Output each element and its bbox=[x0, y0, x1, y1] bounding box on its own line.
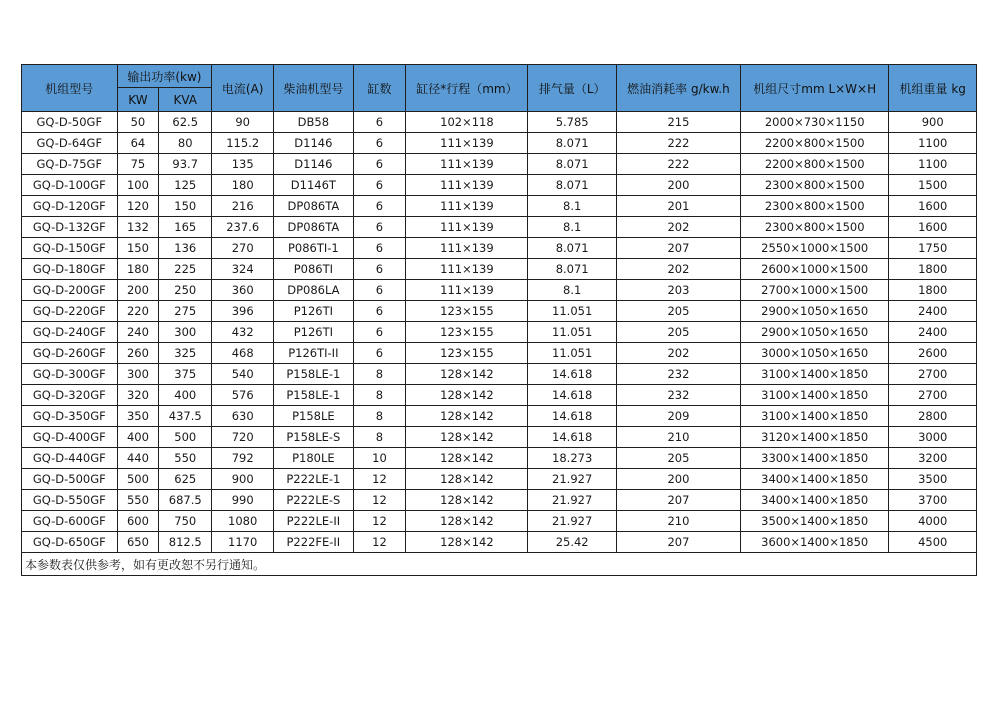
cell-fuel-consumption: 222 bbox=[616, 154, 740, 175]
cell-cylinders: 6 bbox=[353, 301, 406, 322]
cell-dimensions: 2300×800×1500 bbox=[740, 196, 888, 217]
cell-kw: 320 bbox=[117, 385, 159, 406]
col-header-kw: KW bbox=[117, 88, 159, 112]
cell-kva: 437.5 bbox=[159, 406, 212, 427]
cell-fuel-consumption: 222 bbox=[616, 133, 740, 154]
cell-dimensions: 2600×1000×1500 bbox=[740, 259, 888, 280]
cell-fuel-consumption: 232 bbox=[616, 364, 740, 385]
cell-cylinders: 12 bbox=[353, 511, 406, 532]
cell-weight: 900 bbox=[889, 112, 977, 133]
cell-cylinders: 6 bbox=[353, 196, 406, 217]
cell-bore-stroke: 111×139 bbox=[406, 238, 528, 259]
cell-weight: 3700 bbox=[889, 490, 977, 511]
cell-displacement: 8.071 bbox=[528, 259, 616, 280]
table-row bbox=[22, 154, 977, 175]
cell-displacement: 18.273 bbox=[528, 448, 616, 469]
col-header-kva: KVA bbox=[159, 88, 212, 112]
cell-engine-model: DP086LA bbox=[274, 280, 353, 301]
cell-model: GQ-D-600GF bbox=[22, 511, 118, 532]
cell-engine-model: P126TI bbox=[274, 322, 353, 343]
table-row bbox=[22, 343, 977, 364]
cell-dimensions: 2300×800×1500 bbox=[740, 217, 888, 238]
cell-bore-stroke: 128×142 bbox=[406, 385, 528, 406]
cell-dimensions: 3000×1050×1650 bbox=[740, 343, 888, 364]
cell-kw: 240 bbox=[117, 322, 159, 343]
table-row bbox=[22, 259, 977, 280]
cell-bore-stroke: 111×139 bbox=[406, 259, 528, 280]
cell-bore-stroke: 123×155 bbox=[406, 343, 528, 364]
table-row bbox=[22, 490, 977, 511]
cell-weight: 1600 bbox=[889, 217, 977, 238]
cell-weight: 1800 bbox=[889, 259, 977, 280]
cell-current: 720 bbox=[212, 427, 274, 448]
cell-kw: 100 bbox=[117, 175, 159, 196]
cell-engine-model: DB58 bbox=[274, 112, 353, 133]
cell-dimensions: 2900×1050×1650 bbox=[740, 322, 888, 343]
cell-dimensions: 3400×1400×1850 bbox=[740, 469, 888, 490]
cell-model: GQ-D-440GF bbox=[22, 448, 118, 469]
col-header-weight: 机组重量 kg bbox=[889, 65, 977, 112]
cell-bore-stroke: 128×142 bbox=[406, 406, 528, 427]
cell-displacement: 8.071 bbox=[528, 175, 616, 196]
cell-kva: 550 bbox=[159, 448, 212, 469]
cell-kva: 812.5 bbox=[159, 532, 212, 553]
cell-kw: 260 bbox=[117, 343, 159, 364]
cell-kva: 225 bbox=[159, 259, 212, 280]
cell-fuel-consumption: 209 bbox=[616, 406, 740, 427]
spec-table bbox=[21, 64, 977, 576]
cell-current: 115.2 bbox=[212, 133, 274, 154]
table-row bbox=[22, 175, 977, 196]
table-row bbox=[22, 469, 977, 490]
cell-fuel-consumption: 207 bbox=[616, 532, 740, 553]
table-row bbox=[22, 322, 977, 343]
cell-current: 468 bbox=[212, 343, 274, 364]
cell-cylinders: 8 bbox=[353, 406, 406, 427]
cell-current: 900 bbox=[212, 469, 274, 490]
table-row bbox=[22, 448, 977, 469]
cell-engine-model: P222LE-1 bbox=[274, 469, 353, 490]
table-row bbox=[22, 364, 977, 385]
cell-cylinders: 6 bbox=[353, 154, 406, 175]
cell-engine-model: P222FE-II bbox=[274, 532, 353, 553]
cell-current: 1170 bbox=[212, 532, 274, 553]
cell-displacement: 8.1 bbox=[528, 217, 616, 238]
cell-weight: 1750 bbox=[889, 238, 977, 259]
cell-weight: 1500 bbox=[889, 175, 977, 196]
cell-displacement: 11.051 bbox=[528, 301, 616, 322]
cell-bore-stroke: 111×139 bbox=[406, 154, 528, 175]
cell-weight: 1100 bbox=[889, 133, 977, 154]
cell-kva: 375 bbox=[159, 364, 212, 385]
cell-engine-model: P086TI bbox=[274, 259, 353, 280]
cell-fuel-consumption: 201 bbox=[616, 196, 740, 217]
cell-kw: 440 bbox=[117, 448, 159, 469]
cell-model: GQ-D-120GF bbox=[22, 196, 118, 217]
cell-engine-model: P158LE-1 bbox=[274, 364, 353, 385]
cell-kw: 120 bbox=[117, 196, 159, 217]
cell-model: GQ-D-50GF bbox=[22, 112, 118, 133]
cell-cylinders: 6 bbox=[353, 280, 406, 301]
cell-dimensions: 3120×1400×1850 bbox=[740, 427, 888, 448]
table-row bbox=[22, 385, 977, 406]
cell-dimensions: 3100×1400×1850 bbox=[740, 385, 888, 406]
cell-engine-model: P158LE bbox=[274, 406, 353, 427]
cell-kva: 275 bbox=[159, 301, 212, 322]
cell-kva: 93.7 bbox=[159, 154, 212, 175]
cell-cylinders: 6 bbox=[353, 175, 406, 196]
table-row bbox=[22, 238, 977, 259]
cell-current: 135 bbox=[212, 154, 274, 175]
cell-cylinders: 6 bbox=[353, 343, 406, 364]
cell-model: GQ-D-650GF bbox=[22, 532, 118, 553]
table-row bbox=[22, 532, 977, 553]
cell-current: 216 bbox=[212, 196, 274, 217]
cell-engine-model: D1146T bbox=[274, 175, 353, 196]
cell-bore-stroke: 128×142 bbox=[406, 490, 528, 511]
cell-cylinders: 6 bbox=[353, 217, 406, 238]
cell-fuel-consumption: 215 bbox=[616, 112, 740, 133]
col-header-engine-model: 柴油机型号 bbox=[274, 65, 353, 112]
cell-bore-stroke: 128×142 bbox=[406, 448, 528, 469]
cell-kva: 80 bbox=[159, 133, 212, 154]
cell-fuel-consumption: 202 bbox=[616, 343, 740, 364]
cell-fuel-consumption: 232 bbox=[616, 385, 740, 406]
cell-bore-stroke: 128×142 bbox=[406, 469, 528, 490]
cell-kw: 600 bbox=[117, 511, 159, 532]
cell-kva: 165 bbox=[159, 217, 212, 238]
table-row bbox=[22, 112, 977, 133]
cell-kw: 500 bbox=[117, 469, 159, 490]
cell-current: 432 bbox=[212, 322, 274, 343]
cell-kva: 300 bbox=[159, 322, 212, 343]
cell-model: GQ-D-180GF bbox=[22, 259, 118, 280]
cell-kw: 550 bbox=[117, 490, 159, 511]
cell-bore-stroke: 128×142 bbox=[406, 532, 528, 553]
cell-bore-stroke: 128×142 bbox=[406, 511, 528, 532]
cell-displacement: 21.927 bbox=[528, 511, 616, 532]
cell-displacement: 8.1 bbox=[528, 280, 616, 301]
cell-bore-stroke: 123×155 bbox=[406, 322, 528, 343]
cell-kw: 220 bbox=[117, 301, 159, 322]
cell-fuel-consumption: 203 bbox=[616, 280, 740, 301]
cell-model: GQ-D-240GF bbox=[22, 322, 118, 343]
cell-cylinders: 6 bbox=[353, 238, 406, 259]
cell-kva: 125 bbox=[159, 175, 212, 196]
cell-dimensions: 2200×800×1500 bbox=[740, 133, 888, 154]
table-row bbox=[22, 511, 977, 532]
cell-current: 1080 bbox=[212, 511, 274, 532]
table-header bbox=[22, 65, 977, 112]
cell-dimensions: 3500×1400×1850 bbox=[740, 511, 888, 532]
cell-kva: 325 bbox=[159, 343, 212, 364]
cell-kva: 750 bbox=[159, 511, 212, 532]
cell-kw: 50 bbox=[117, 112, 159, 133]
cell-cylinders: 12 bbox=[353, 490, 406, 511]
cell-displacement: 14.618 bbox=[528, 406, 616, 427]
cell-weight: 3500 bbox=[889, 469, 977, 490]
cell-model: GQ-D-200GF bbox=[22, 280, 118, 301]
cell-dimensions: 3100×1400×1850 bbox=[740, 364, 888, 385]
col-header-dimensions: 机组尺寸mm L×W×H bbox=[740, 65, 888, 112]
cell-weight: 1100 bbox=[889, 154, 977, 175]
cell-displacement: 11.051 bbox=[528, 322, 616, 343]
cell-weight: 4500 bbox=[889, 532, 977, 553]
cell-weight: 2700 bbox=[889, 385, 977, 406]
cell-dimensions: 2200×800×1500 bbox=[740, 154, 888, 175]
cell-engine-model: P180LE bbox=[274, 448, 353, 469]
cell-model: GQ-D-400GF bbox=[22, 427, 118, 448]
cell-current: 792 bbox=[212, 448, 274, 469]
cell-bore-stroke: 111×139 bbox=[406, 196, 528, 217]
cell-model: GQ-D-64GF bbox=[22, 133, 118, 154]
cell-kva: 250 bbox=[159, 280, 212, 301]
cell-engine-model: DP086TA bbox=[274, 196, 353, 217]
cell-cylinders: 8 bbox=[353, 427, 406, 448]
cell-kw: 400 bbox=[117, 427, 159, 448]
cell-model: GQ-D-132GF bbox=[22, 217, 118, 238]
cell-kw: 200 bbox=[117, 280, 159, 301]
cell-dimensions: 2550×1000×1500 bbox=[740, 238, 888, 259]
cell-model: GQ-D-75GF bbox=[22, 154, 118, 175]
cell-kva: 400 bbox=[159, 385, 212, 406]
cell-bore-stroke: 128×142 bbox=[406, 364, 528, 385]
cell-engine-model: P158LE-S bbox=[274, 427, 353, 448]
col-header-current: 电流(A) bbox=[212, 65, 274, 112]
cell-displacement: 5.785 bbox=[528, 112, 616, 133]
cell-current: 237.6 bbox=[212, 217, 274, 238]
cell-engine-model: P158LE-1 bbox=[274, 385, 353, 406]
col-header-fuel-consumption: 燃油消耗率 g/kw.h bbox=[616, 65, 740, 112]
cell-model: GQ-D-150GF bbox=[22, 238, 118, 259]
cell-displacement: 14.618 bbox=[528, 427, 616, 448]
cell-kw: 300 bbox=[117, 364, 159, 385]
cell-bore-stroke: 128×142 bbox=[406, 427, 528, 448]
cell-cylinders: 8 bbox=[353, 385, 406, 406]
cell-displacement: 8.071 bbox=[528, 154, 616, 175]
cell-model: GQ-D-220GF bbox=[22, 301, 118, 322]
table-row bbox=[22, 280, 977, 301]
cell-bore-stroke: 111×139 bbox=[406, 280, 528, 301]
cell-weight: 2400 bbox=[889, 301, 977, 322]
cell-fuel-consumption: 207 bbox=[616, 490, 740, 511]
cell-current: 90 bbox=[212, 112, 274, 133]
cell-model: GQ-D-100GF bbox=[22, 175, 118, 196]
cell-cylinders: 6 bbox=[353, 259, 406, 280]
col-header-bore-stroke: 缸径*行程（mm） bbox=[406, 65, 528, 112]
table-row bbox=[22, 217, 977, 238]
cell-bore-stroke: 111×139 bbox=[406, 175, 528, 196]
cell-weight: 2600 bbox=[889, 343, 977, 364]
cell-dimensions: 2000×730×1150 bbox=[740, 112, 888, 133]
cell-fuel-consumption: 205 bbox=[616, 301, 740, 322]
cell-cylinders: 10 bbox=[353, 448, 406, 469]
cell-displacement: 25.42 bbox=[528, 532, 616, 553]
table-row bbox=[22, 301, 977, 322]
cell-engine-model: P126TI bbox=[274, 301, 353, 322]
table-row bbox=[22, 406, 977, 427]
cell-fuel-consumption: 200 bbox=[616, 469, 740, 490]
cell-engine-model: P086TI-1 bbox=[274, 238, 353, 259]
table-row bbox=[22, 196, 977, 217]
cell-cylinders: 6 bbox=[353, 322, 406, 343]
cell-cylinders: 12 bbox=[353, 532, 406, 553]
cell-model: GQ-D-500GF bbox=[22, 469, 118, 490]
col-header-cylinders: 缸数 bbox=[353, 65, 406, 112]
cell-cylinders: 8 bbox=[353, 364, 406, 385]
cell-kva: 500 bbox=[159, 427, 212, 448]
cell-model: GQ-D-350GF bbox=[22, 406, 118, 427]
cell-kva: 625 bbox=[159, 469, 212, 490]
col-header-output-power: 输出功率(kw) bbox=[117, 65, 212, 88]
cell-cylinders: 6 bbox=[353, 112, 406, 133]
cell-model: GQ-D-260GF bbox=[22, 343, 118, 364]
cell-displacement: 8.071 bbox=[528, 133, 616, 154]
cell-displacement: 8.071 bbox=[528, 238, 616, 259]
cell-kw: 132 bbox=[117, 217, 159, 238]
table-note: 本参数表仅供参考，如有更改恕不另行通知。 bbox=[22, 553, 977, 576]
cell-weight: 1800 bbox=[889, 280, 977, 301]
cell-fuel-consumption: 205 bbox=[616, 322, 740, 343]
cell-fuel-consumption: 202 bbox=[616, 217, 740, 238]
cell-current: 360 bbox=[212, 280, 274, 301]
col-header-model: 机组型号 bbox=[22, 65, 118, 112]
table-row bbox=[22, 133, 977, 154]
cell-current: 540 bbox=[212, 364, 274, 385]
cell-weight: 2700 bbox=[889, 364, 977, 385]
cell-dimensions: 3300×1400×1850 bbox=[740, 448, 888, 469]
cell-weight: 3000 bbox=[889, 427, 977, 448]
cell-fuel-consumption: 207 bbox=[616, 238, 740, 259]
cell-bore-stroke: 111×139 bbox=[406, 217, 528, 238]
cell-current: 396 bbox=[212, 301, 274, 322]
cell-fuel-consumption: 210 bbox=[616, 427, 740, 448]
cell-cylinders: 12 bbox=[353, 469, 406, 490]
cell-kw: 150 bbox=[117, 238, 159, 259]
cell-dimensions: 3400×1400×1850 bbox=[740, 490, 888, 511]
note-row bbox=[22, 553, 977, 576]
cell-fuel-consumption: 205 bbox=[616, 448, 740, 469]
cell-kva: 150 bbox=[159, 196, 212, 217]
cell-displacement: 14.618 bbox=[528, 385, 616, 406]
cell-kw: 180 bbox=[117, 259, 159, 280]
cell-current: 180 bbox=[212, 175, 274, 196]
cell-engine-model: D1146 bbox=[274, 154, 353, 175]
cell-displacement: 8.1 bbox=[528, 196, 616, 217]
cell-engine-model: P222LE-S bbox=[274, 490, 353, 511]
cell-dimensions: 2900×1050×1650 bbox=[740, 301, 888, 322]
cell-dimensions: 3100×1400×1850 bbox=[740, 406, 888, 427]
cell-current: 630 bbox=[212, 406, 274, 427]
cell-kva: 687.5 bbox=[159, 490, 212, 511]
cell-displacement: 21.927 bbox=[528, 490, 616, 511]
cell-current: 270 bbox=[212, 238, 274, 259]
cell-model: GQ-D-320GF bbox=[22, 385, 118, 406]
cell-current: 990 bbox=[212, 490, 274, 511]
cell-kva: 136 bbox=[159, 238, 212, 259]
cell-kw: 350 bbox=[117, 406, 159, 427]
cell-weight: 3200 bbox=[889, 448, 977, 469]
cell-displacement: 11.051 bbox=[528, 343, 616, 364]
cell-model: GQ-D-550GF bbox=[22, 490, 118, 511]
cell-dimensions: 2300×800×1500 bbox=[740, 175, 888, 196]
cell-bore-stroke: 102×118 bbox=[406, 112, 528, 133]
cell-displacement: 14.618 bbox=[528, 364, 616, 385]
cell-engine-model: D1146 bbox=[274, 133, 353, 154]
cell-kw: 650 bbox=[117, 532, 159, 553]
cell-kva: 62.5 bbox=[159, 112, 212, 133]
cell-kw: 64 bbox=[117, 133, 159, 154]
cell-bore-stroke: 123×155 bbox=[406, 301, 528, 322]
cell-weight: 1600 bbox=[889, 196, 977, 217]
cell-engine-model: P222LE-II bbox=[274, 511, 353, 532]
cell-displacement: 21.927 bbox=[528, 469, 616, 490]
cell-model: GQ-D-300GF bbox=[22, 364, 118, 385]
table-row bbox=[22, 427, 977, 448]
cell-dimensions: 3600×1400×1850 bbox=[740, 532, 888, 553]
cell-bore-stroke: 111×139 bbox=[406, 133, 528, 154]
cell-weight: 4000 bbox=[889, 511, 977, 532]
cell-cylinders: 6 bbox=[353, 133, 406, 154]
cell-weight: 2800 bbox=[889, 406, 977, 427]
cell-engine-model: P126TI-II bbox=[274, 343, 353, 364]
cell-dimensions: 2700×1000×1500 bbox=[740, 280, 888, 301]
cell-fuel-consumption: 200 bbox=[616, 175, 740, 196]
cell-current: 324 bbox=[212, 259, 274, 280]
cell-engine-model: DP086TA bbox=[274, 217, 353, 238]
cell-fuel-consumption: 202 bbox=[616, 259, 740, 280]
table-body bbox=[22, 112, 977, 576]
col-header-displacement: 排气量（L） bbox=[528, 65, 616, 112]
cell-kw: 75 bbox=[117, 154, 159, 175]
cell-current: 576 bbox=[212, 385, 274, 406]
cell-fuel-consumption: 210 bbox=[616, 511, 740, 532]
cell-weight: 2400 bbox=[889, 322, 977, 343]
